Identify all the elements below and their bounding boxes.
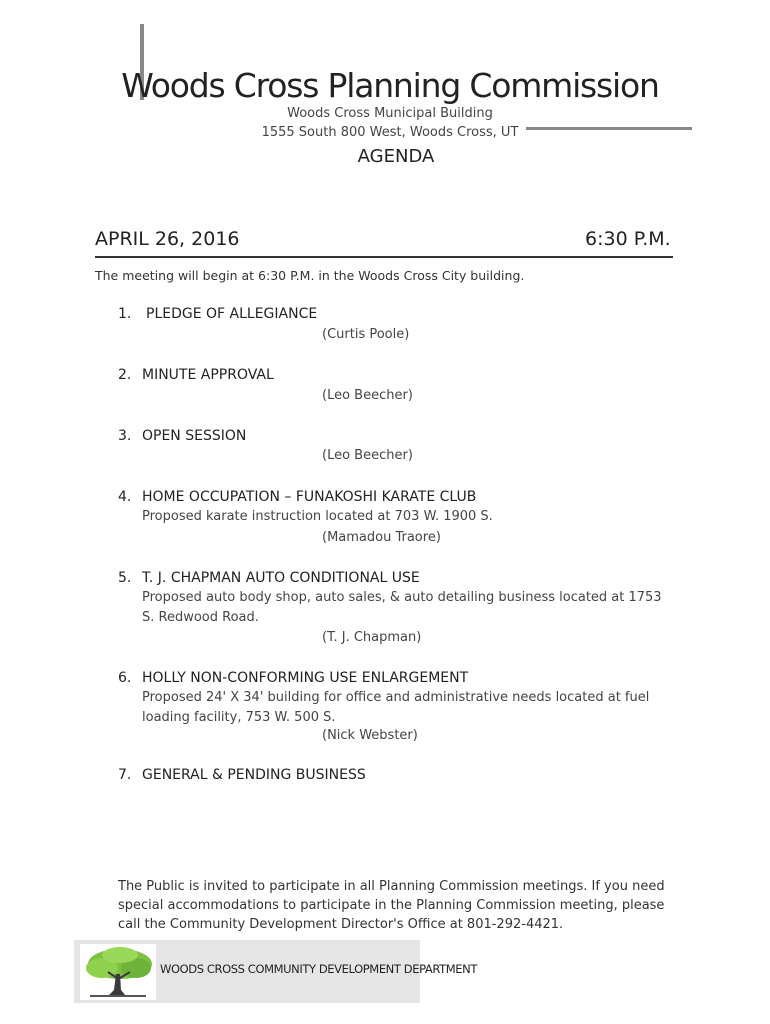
item-presenter: (Nick Webster)	[322, 728, 418, 743]
item-description: Proposed auto body shop, auto sales, & auto detailing business located at 1753 S. Redwood Road.	[142, 590, 662, 625]
item-title: OPEN SESSION	[142, 428, 247, 444]
item-presenter: (Leo Beecher)	[322, 388, 413, 403]
tree-icon	[80, 944, 156, 1000]
item-title: HOLLY NON-CONFORMING USE ENLARGEMENT	[142, 670, 469, 686]
item-presenter: (Leo Beecher)	[322, 448, 413, 463]
agenda-item-4	[118, 489, 476, 505]
agenda-heading: AGENDA	[357, 146, 435, 167]
meeting-time: 6:30 P.M.	[585, 228, 671, 250]
item-number: 3.	[118, 428, 132, 444]
item-number: 4.	[118, 489, 132, 505]
meeting-date: APRIL 26, 2016	[95, 228, 240, 250]
item-description: Proposed 24' X 34' building for office and administrative needs located at fuel loading facility, 753 W. 500 S.	[142, 690, 650, 725]
item-number: 7.	[118, 767, 132, 783]
item-presenter: (Mamadou Traore)	[322, 530, 441, 545]
public-notice: The Public is invited to participate in all Planning Commission meetings. If you need special accommodations to participate in the Planning Commission meeting, please call the Community Development Director's Office at 801-292-4421.	[118, 879, 665, 932]
item-presenter: (T. J. Chapman)	[322, 630, 422, 645]
agenda-item-3	[118, 428, 246, 444]
item-title: MINUTE APPROVAL	[142, 367, 274, 383]
item-title: T. J. CHAPMAN AUTO CONDITIONAL USE	[142, 570, 420, 586]
item-presenter: (Curtis Poole)	[322, 327, 410, 342]
date-divider	[95, 256, 673, 258]
page-title: Woods Cross Planning Commission	[121, 66, 659, 105]
item-number: 5.	[118, 570, 132, 586]
item-title: PLEDGE OF ALLEGIANCE	[146, 306, 318, 322]
agenda-item-7	[118, 767, 366, 783]
item-title: GENERAL & PENDING BUSINESS	[142, 767, 366, 783]
item-number: 2.	[118, 367, 132, 383]
item-description: Proposed karate instruction located at 703 W. 1900 S.	[142, 509, 493, 524]
department-name: WOODS CROSS COMMUNITY DEVELOPMENT DEPARTMENT	[160, 962, 477, 976]
item-number: 6.	[118, 670, 132, 686]
agenda-item-5	[118, 570, 420, 586]
agenda-item-6	[118, 670, 468, 686]
item-number: 1.	[118, 306, 132, 322]
item-title: HOME OCCUPATION – FUNAKOSHI KARATE CLUB	[142, 489, 477, 505]
building-address: 1555 South 800 West, Woods Cross, UT	[261, 125, 519, 140]
building-name: Woods Cross Municipal Building	[287, 106, 493, 121]
agenda-item-1	[118, 306, 317, 322]
agenda-item-2	[118, 367, 274, 383]
meeting-intro: The meeting will begin at 6:30 P.M. in the Woods Cross City building.	[95, 268, 525, 283]
